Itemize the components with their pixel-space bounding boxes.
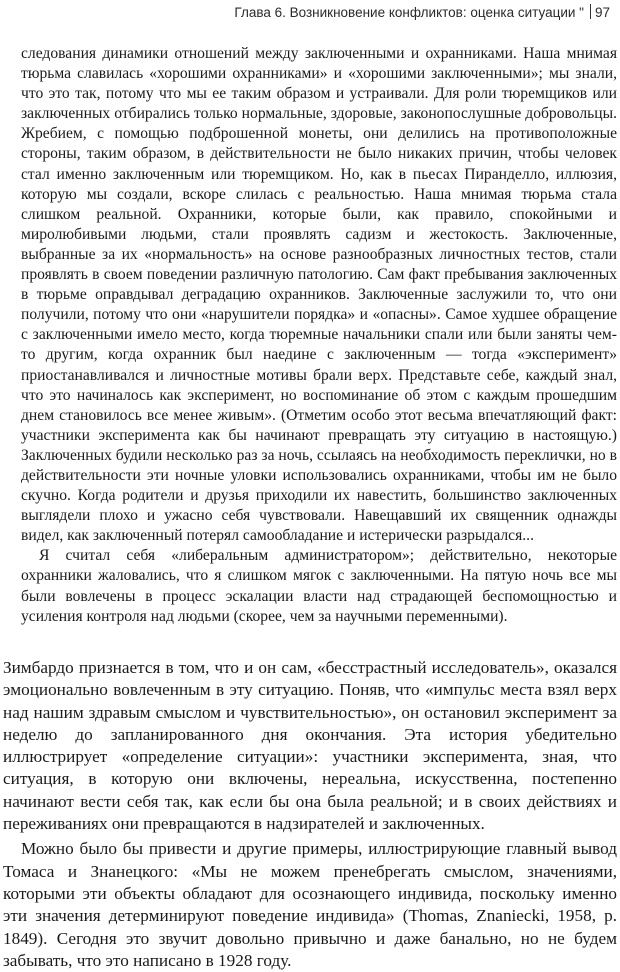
quote-paragraph: следования динамики отношений между заключенными и охранниками. Наша мнимая тюрьма славилась «хорошими охранниками» и «хорошими заключенными»; мы знали, что это так, потому что мы ее таким образом и устраивали. Для роли тюремщиков или заключенных отбирались только нормальные, здоровые, законопослушные добровольцы. Жребием, с помощью подброшенной монеты, они делились на противоположные стороны, таким образом, в действительности не было никаких причин, чтобы человек стал именно заключенным или тюремщиком. Но, как в пьесах Пиранделло, иллюзия, которую мы создали, вскоре слилась с реальностью. Наша мнимая тюрьма стала слишком реальной. Охранники, которые были, как правило, спокойными и миролюбивыми людьми, стали проявлять садизм и жестокость. Заключенные, выбранные за их «нормальность» на основе разнообразных личностных тестов, стали проявлять в своем поведении различную патологию. Сам факт пребывания заключенных в тюрьме оправдывал деградацию охранников. Заключенные заслужили то, что они получили, потому что они «нарушители порядка» и «опасны». Самое худшее обращение с заключенными имело место, когда тюремные начальники спали или были заняты чем-то другим, когда охранник был наедине с заключенным — тогда «эксперимент» приостанавливался и личностные мотивы брали верх. Представьте себе, каждый знал, что это начиналось как эксперимент, но воспоминание об этом с каждым прошедшим днем становилось все менее живым». (Отметим особо этот весьма впечатляющий факт: участники эксперимента как бы начинают превращать эту ситуацию в настоящую.) Заключенных будили несколько раз за ночь, ссылаясь на необходимость переклички, но в действительности эти ночные уловки использовались охранниками, чтобы им не было скучно. Когда родители и друзья приходили их навестить, большинство заключенных выглядели плохо и ужасно себя чувствовали. Навещавший их священник однажды видел, как заключенный потерял самообладание и истерически разрыдался... [21, 45, 617, 545]
page-number: 97 [594, 5, 610, 20]
quoted-passage [21, 44, 617, 627]
body-text [3, 657, 617, 972]
quote-paragraph: Я считал себя «либеральным администратором»; действительно, некоторые охранники жаловались, что я слишком мягок с заключенными. На пятую ночь все мы были вовлечены в процесс эскалации власти над страдающей беспомощностью и усиления контроля над людьми (скорее, чем за научными переменными). [21, 547, 617, 625]
body-paragraph: Можно было бы привести и другие примеры, иллюстрирующие главный вывод Томаса и Знанецкого: «Мы не можем пренебрегать смыслом, значениями, которыми эти объекты обладают для осознающего индивида, поскольку именно эти значения детерминируют поведение индивида» (Thomas, Znaniecki, 1958, p. 1849). Сегодня это звучит довольно привычно и даже банально, но не будем забывать, что это написано в 1928 году. [3, 839, 617, 970]
body-paragraph: Зимбардо признается в том, что и он сам, «бесстрастный исследователь», оказался эмоционально вовлеченным в эту ситуацию. Поняв, что «импульс места взял верх над нашим здравым смыслом и чувствительностью», он остановил эксперимент за неделю до запланированного дня окончания. Эта история убедительно иллюстрирует «определение ситуации»: участники эксперимента, зная, что ситуация, в которую они включены, нереальна, искусственна, постепенно начинают вести себя так, как если бы она была реальной; и в своих действиях и переживаниях они превращаются в надзирателей и заключенных. [3, 658, 617, 834]
running-head [234, 4, 610, 22]
header-divider [590, 4, 591, 19]
chapter-title: Глава 6. Возникновение конфликтов: оценка ситуации " [234, 5, 584, 20]
